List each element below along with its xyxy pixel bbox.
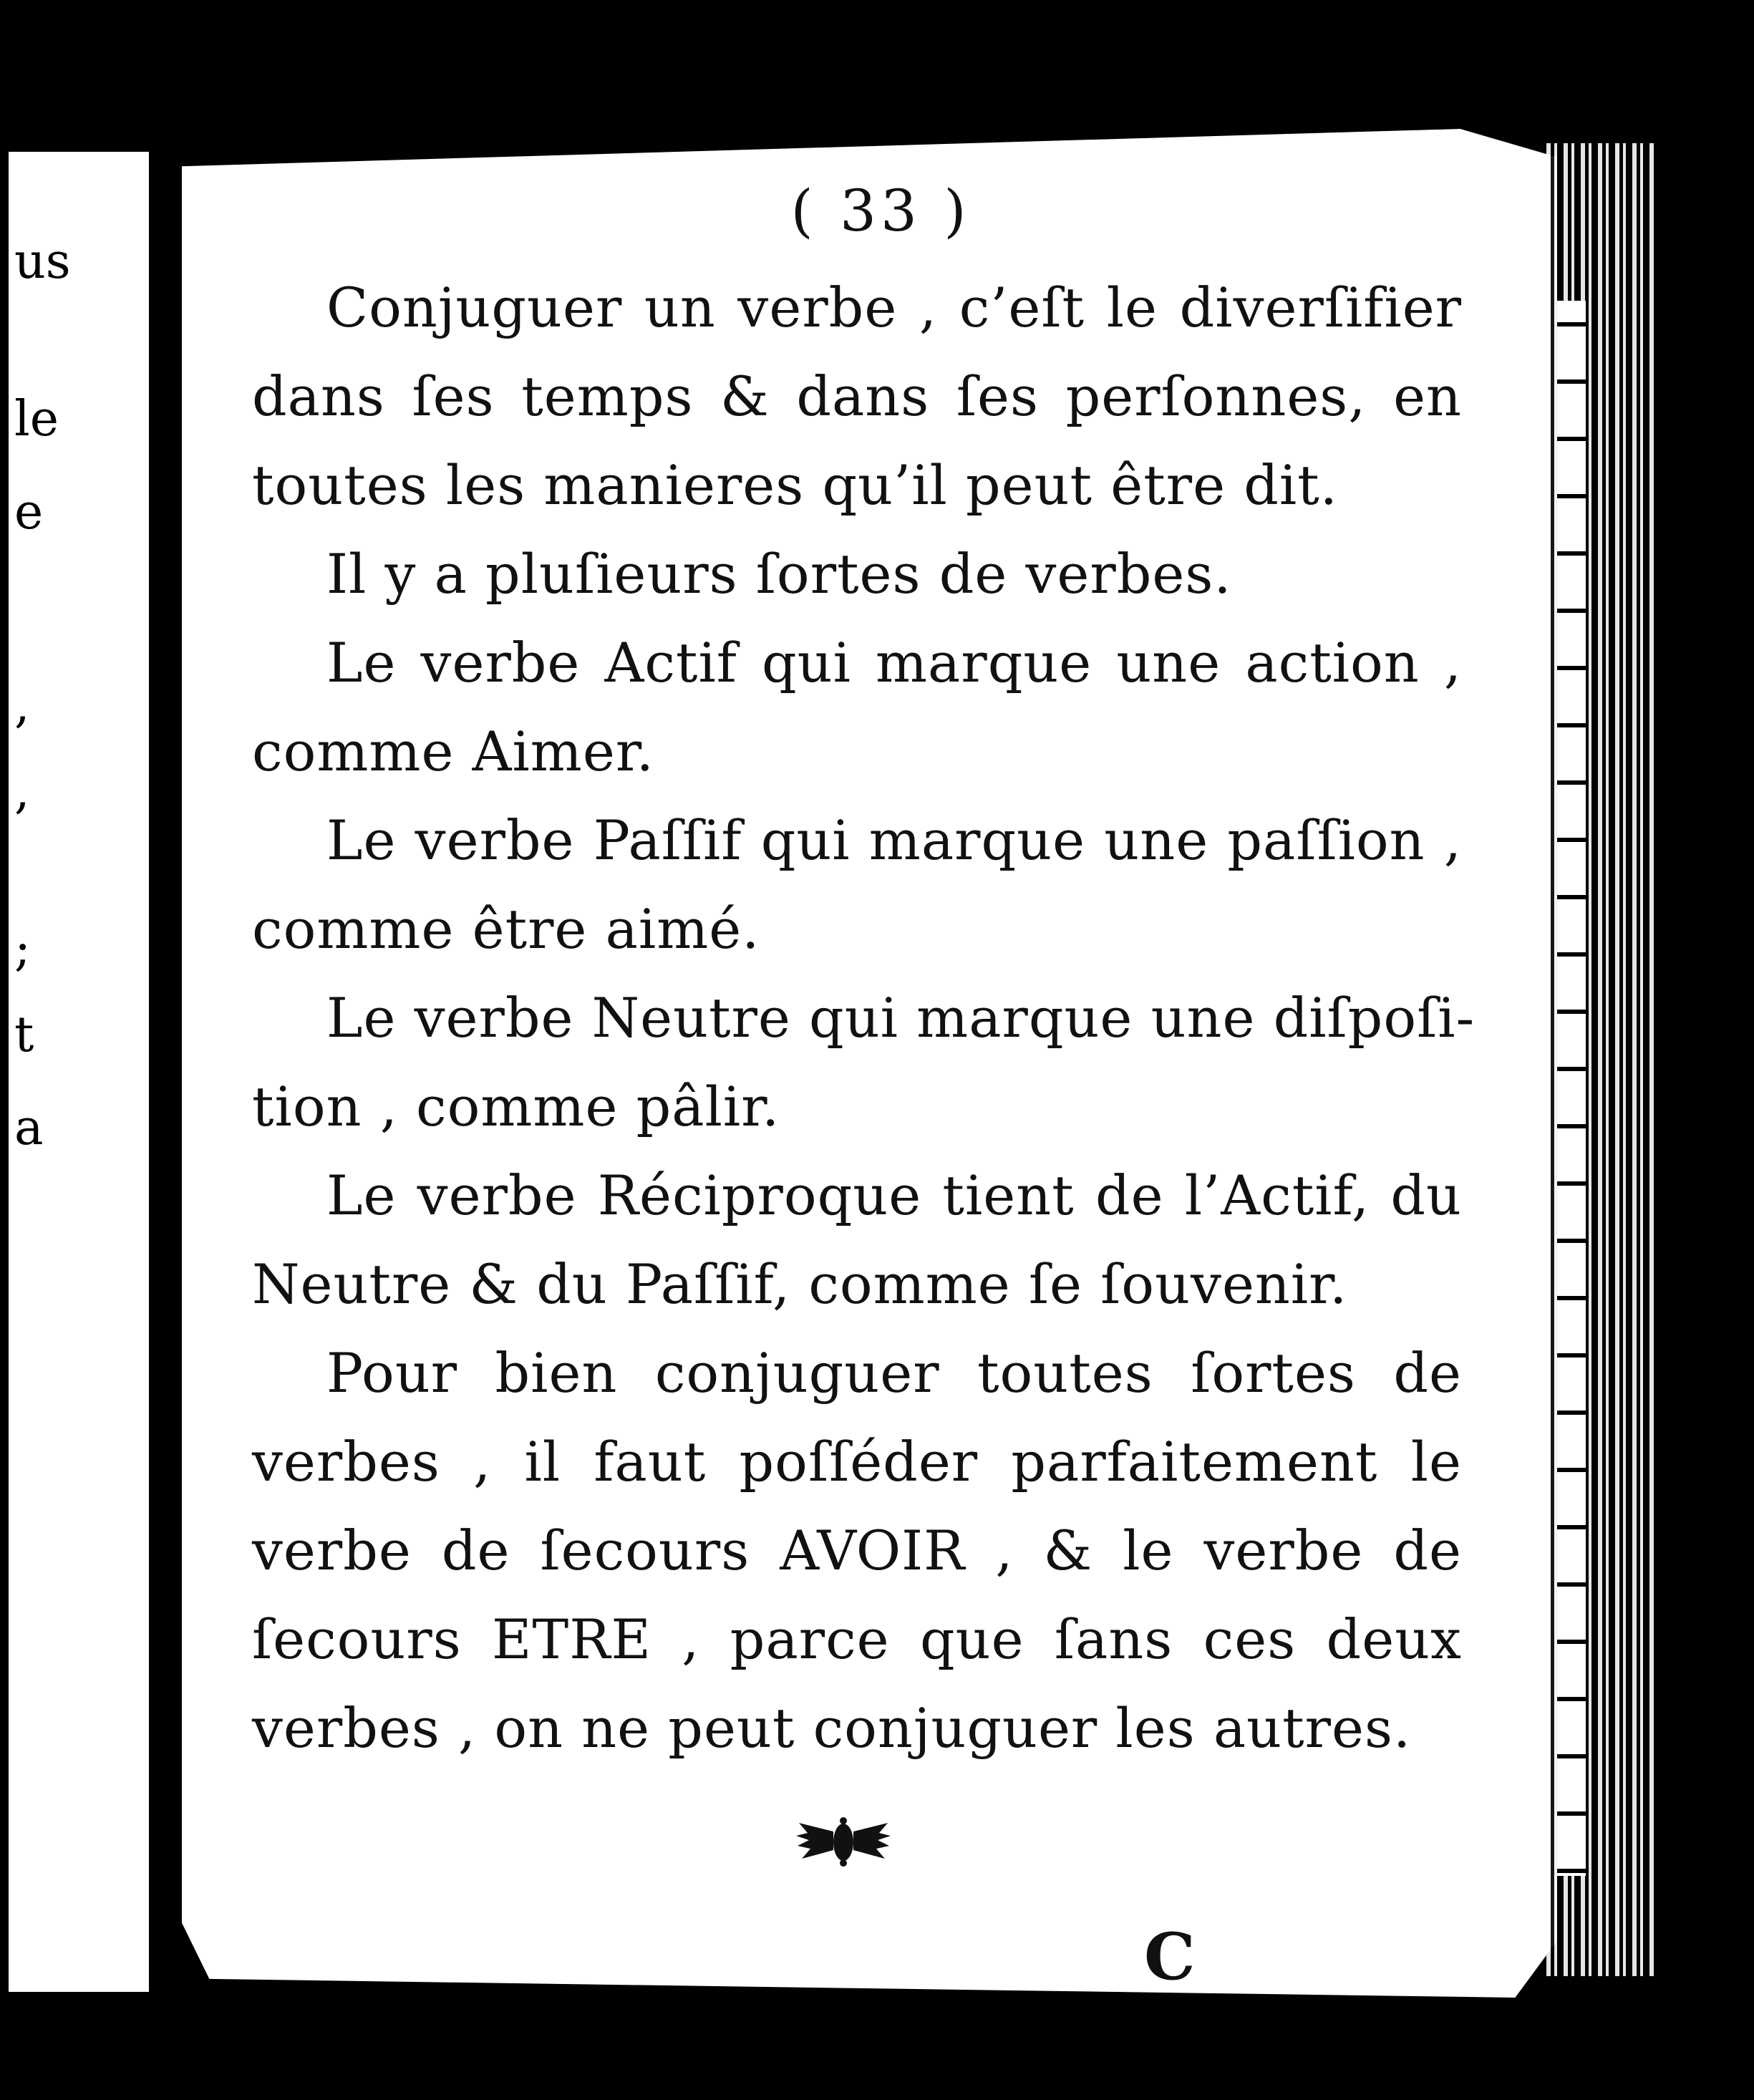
text-line: tion , comme pâlir. [252, 1075, 780, 1138]
page-number: ( 33 ) [790, 178, 971, 244]
text-line: comme être aimé. [252, 897, 760, 961]
text-line: dans ſes temps & dans ſes perſonnes, en [252, 364, 1462, 428]
prev-page-fragment: e [14, 484, 44, 541]
text-line: Neutre & du Paſſif, comme ſe ſouvenir. [252, 1252, 1348, 1316]
prev-page-fragment: a [14, 1100, 44, 1156]
text-line: Il y a pluſieurs ſortes de verbes. [326, 542, 1232, 606]
ornament-icon [793, 1817, 893, 1867]
text-line: verbes , on ne peut conjuguer les autres. [252, 1696, 1412, 1760]
body-text [252, 263, 1476, 1773]
prev-page-fragment: us [14, 233, 71, 290]
text-line: Conjuguer un verbe , c’eſt le diverſifier [326, 276, 1462, 339]
prev-page-fragment: t [14, 1007, 34, 1063]
text-line: Le verbe Neutre qui marque une diſpoſi- [326, 986, 1476, 1050]
text-line: verbes , il faut poſſéder parfaitement le [252, 1430, 1462, 1494]
text-line: ſecours ETRE , parce que ſans ces deux [252, 1607, 1462, 1671]
text-line: Le verbe Paſſif qui marque une paſſion , [326, 808, 1462, 872]
text-line: toutes les manieres qu’il peut être dit. [252, 453, 1338, 517]
prev-page-fragment: , [14, 763, 30, 820]
prev-page-fragment: ; [14, 921, 31, 977]
text-line: Le verbe Actif qui marque une action , [326, 631, 1462, 695]
prev-page-fragment: , [14, 677, 30, 734]
text-line: Le verbe Réciproque tient de l’Actif, du [326, 1163, 1462, 1227]
previous-page-sliver [9, 152, 149, 1992]
text-line: verbe de ſecours AVOIR , & le verbe de [252, 1519, 1462, 1582]
signature-mark: C [1144, 1919, 1196, 1995]
page-edge-shadow [1557, 301, 1586, 1876]
text-line: comme Aimer. [252, 720, 654, 783]
prev-page-fragment: le [14, 391, 59, 447]
text-line: Pour bien conjuguer toutes ſortes de [326, 1341, 1462, 1405]
